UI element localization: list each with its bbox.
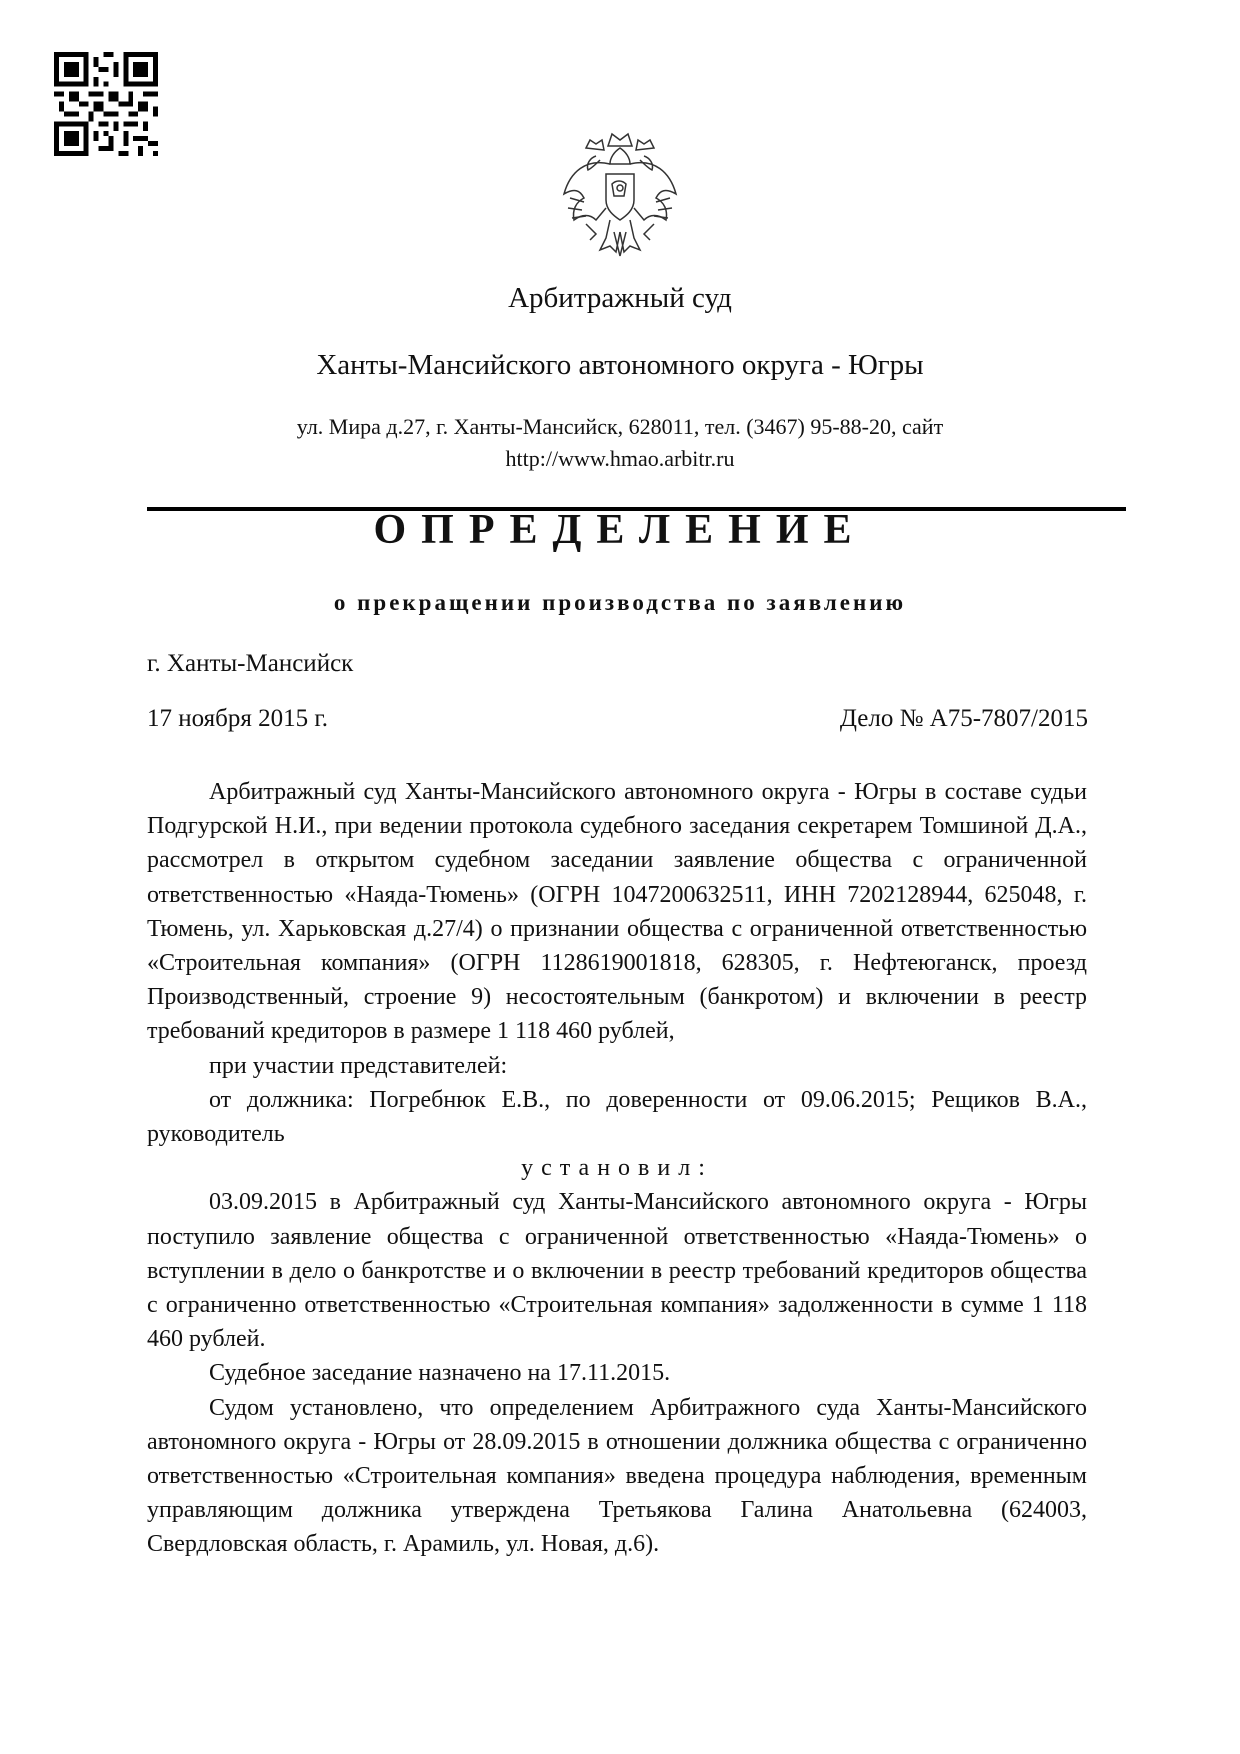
court-region: Ханты-Мансийского автономного округа - Югры [316, 349, 924, 381]
paragraph-intro: Арбитражный суд Ханты-Мансийского автономного округа - Югры в составе судьи Подгурской Н.И., при ведении протокола судебного заседания секретарем Томшиной Д.А., рассмотрел в открытом судебном заседании заявление общества с ограниченной ответственностью «Наяда-Тюмень» (ОГРН 1047200632511, ИНН 7202128944, 625048, г. Тюмень, ул. Харьковская д.27/4) о признании общества с ограниченной ответственностью «Строительная компания» (ОГРН 1128619001818, 628305, г. Нефтеюганск, проезд Производственный, строение 9) несостоятельным (банкротом) и включении в реестр требований кредиторов в размере 1 118 460 рублей, [147, 779, 1087, 1045]
document-subtitle: о прекращении производства по заявлению [333, 590, 907, 615]
paragraph-established-heading: установил: [521, 1155, 713, 1182]
document-title: ОПРЕДЕЛЕНИЕ [373, 507, 867, 553]
court-address: ул. Мира д.27, г. Ханты-Мансийск, 628011, тел. (3467) 95-88-20, сайт [296, 414, 944, 439]
paragraph-filing: 03.09.2015 в Арбитражный суд Ханты-Мансийского автономного округа - Югры поступило заявление общества с ограниченной ответственностью «Наяда-Тюмень» о вступлении в дело о банкротстве и о включении в реестр требований кредиторов общества с ограниченно ответственностью «Строительная компания» задолженности в сумме 1 118 460 рублей. [147, 1189, 1087, 1353]
paragraph-debtor-representatives: от должника: Погребнюк Е.В., по доверенности от 09.06.2015; Рещиков В.А., руководитель [147, 1086, 1087, 1148]
document-date: 17 ноября 2015 г. [147, 705, 329, 732]
court-name: Арбитражный суд [508, 282, 732, 314]
paragraph-hearing-date: Судебное заседание назначено на 17.11.2015. [209, 1360, 671, 1387]
paragraph-findings: Судом установлено, что определением Арбитражного суда Ханты-Мансийского автономного округа - Югры от 28.09.2015 в отношении должника общества с ограниченно ответственностью «Строительная компания» введена процедура наблюдения, временным управляющим должника утверждена Третьякова Галина Анатольевна (624003, Свердловская область, г. Арамиль, ул. Новая, д.6). [147, 1394, 1087, 1558]
qr-code [54, 52, 158, 156]
coat-of-arms-emblem [556, 128, 684, 260]
document-body [147, 775, 1087, 1562]
paragraph-participants: при участии представителей: [209, 1052, 508, 1079]
court-website: http://www.hmao.arbitr.ru [505, 446, 735, 471]
case-number: Дело № А75-7807/2015 [839, 705, 1088, 732]
document-city: г. Ханты-Мансийск [147, 650, 354, 677]
